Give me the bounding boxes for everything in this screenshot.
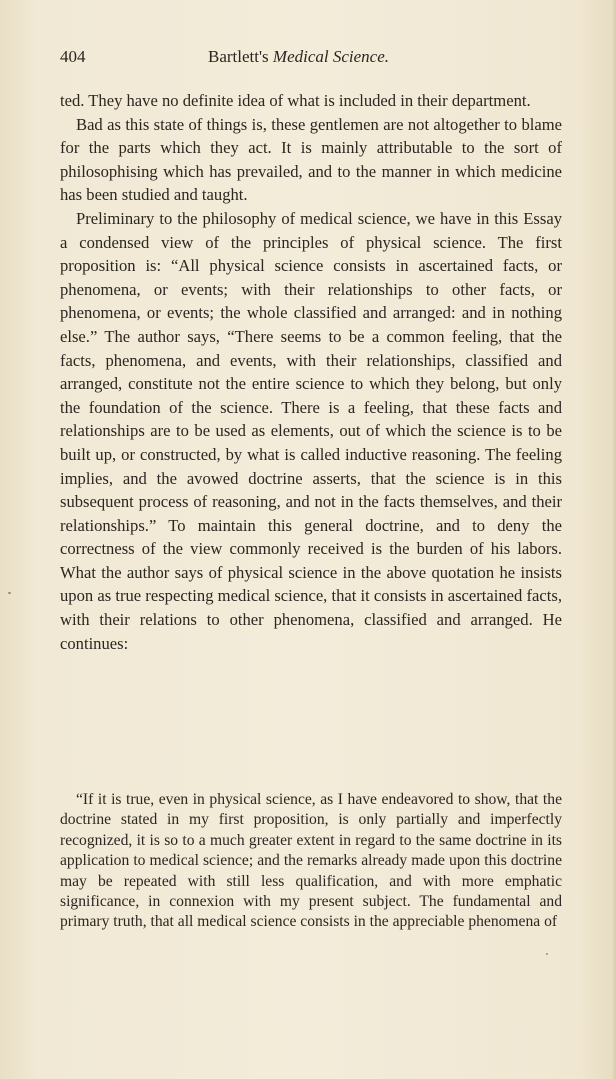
paragraph: Bad as this state of things is, these gentlemen are not altogether to blame for the parts which they act. It is mainly attributable to the sort of philosophising which has prevailed, and to the manner in which medicine has been studied and taught. (60, 114, 562, 205)
block-quotation (60, 790, 562, 933)
page-edge (610, 0, 616, 1079)
paper-speck (546, 953, 548, 955)
page-number: 404 (60, 47, 86, 66)
running-title (208, 44, 389, 70)
running-title-prefix: Bartlett's (208, 47, 273, 66)
quotation-text: “If it is true, even in physical science, as I have endeavored to show, that the doctrine stated in my first proposition, is only partially and imperfectly recognized, it is so to a much greater extent in regard to the same doctrine in its application to medical science; and the remarks already made upon this doctrine may be repeated with still less qualification, and with more emphatic significance, in connexion with my present subject. The fundamental and primary truth, that all medical science consists in the appreciable phenomena of (60, 791, 562, 931)
running-head (60, 44, 560, 70)
paragraph-continuation: ted. They have no definite idea of what is included in their department. (60, 91, 531, 110)
running-title-italic: Medical Science. (272, 47, 390, 66)
body-text (60, 89, 562, 655)
paper-speck (8, 592, 11, 594)
paragraph: Preliminary to the philosophy of medical science, we have in this Essay a condensed view of the principles of physical science. The first proposition is: “All physical science consists in ascertained facts, or phenomena, or events; with their relationships to other facts, or phenomena, or events; the whole classified and arranged: and in nothing else.” The author says, “There seems to be a common feeling, that the facts, phenomena, and events, with their relationships, classified and arranged, constitute not the entire science to which they belong, but only the foundation of the science. There is a feeling, that these facts and relationships are to be used as elements, out of which the science is to be built up, or constructed, by what is called inductive reasoning. The feeling implies, and the avowed doctrine asserts, that the science is in this subsequent process of reasoning, and not in the facts themselves, and their relationships.” To maintain this general doctrine, and to deny the correctness of the view commonly received is the burden of his labors. What the author says of physical science in the above quotation he insists upon as true respecting medical science, that it consists in ascertained facts, with their relations to other phenomena, classified and arranged. He continues: (60, 208, 562, 653)
